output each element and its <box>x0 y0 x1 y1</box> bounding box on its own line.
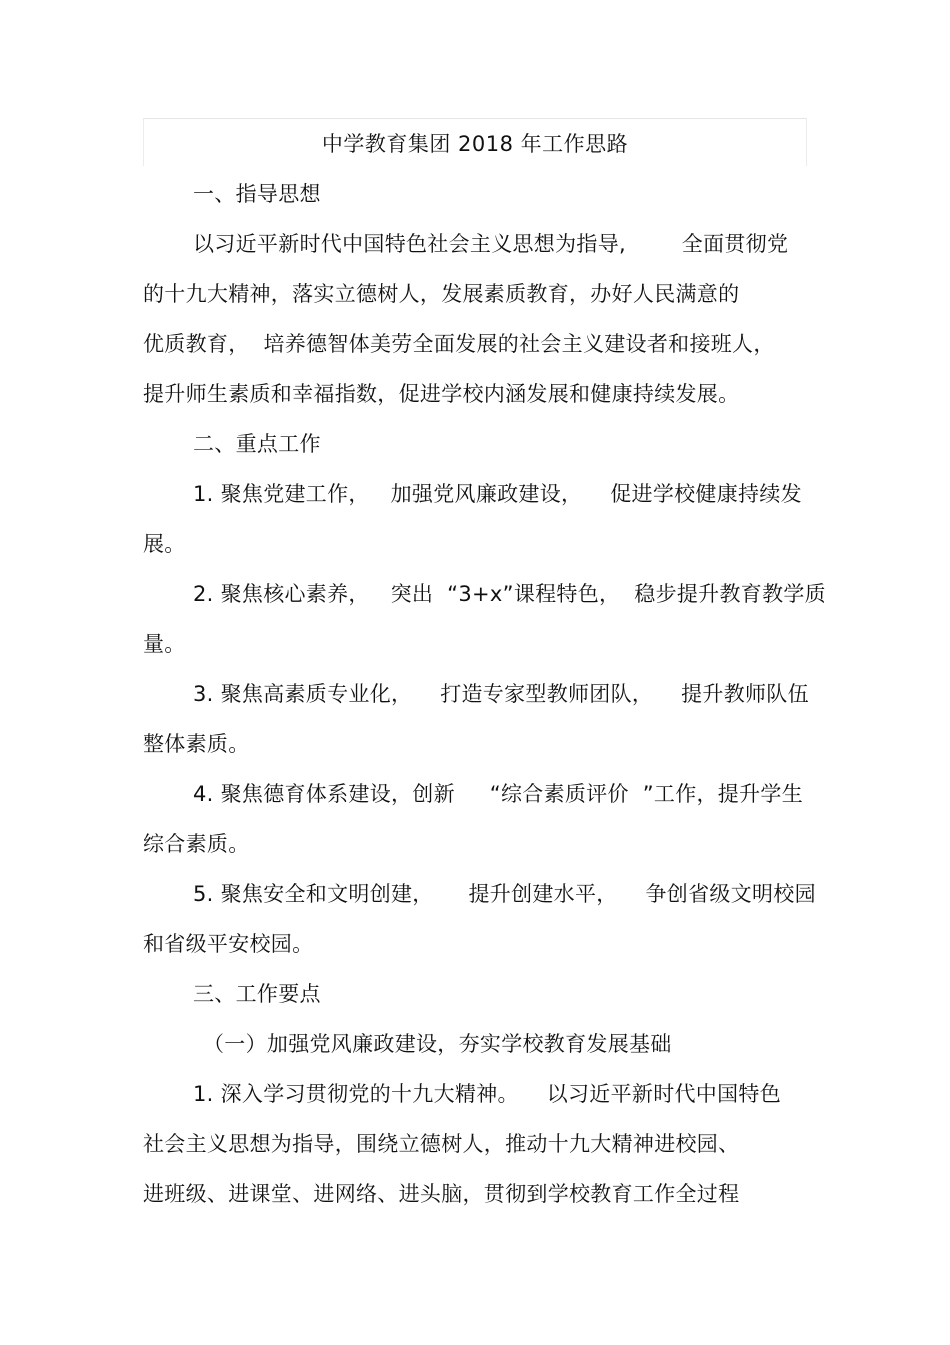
paragraph-line: 1. 深入学习贯彻党的十九大精神。 以习近平新时代中国特色 <box>193 1082 782 1106</box>
paragraph-line: 社会主义思想为指导，围绕立德树人，推动十九大精神进校园、 <box>143 1132 740 1156</box>
paragraph-line: 1. 聚焦党建工作， 加强党风廉政建设， 促进学校健康持续发 <box>193 482 802 506</box>
paragraph-line: 展。 <box>143 532 186 556</box>
subheading-party-conduct: （一）加强党风廉政建设，夯实学校教育发展基础 <box>203 1032 672 1056</box>
paragraph-line: 和省级平安校园。 <box>143 932 314 956</box>
paragraph-line: 以习近平新时代中国特色社会主义思想为指导, 全面贯彻党 <box>193 232 789 256</box>
heading-key-work: 二、重点工作 <box>193 432 321 456</box>
paragraph-line: 3. 聚焦高素质专业化， 打造专家型教师团队， 提升教师队伍 <box>193 682 809 706</box>
paragraph-line: 量。 <box>143 632 186 656</box>
paragraph-line: 优质教育， 培养德智体美劳全面发展的社会主义建设者和接班人， <box>143 332 775 356</box>
heading-guiding-thought: 一、指导思想 <box>193 182 321 206</box>
paragraph-line: 5. 聚焦安全和文明创建， 提升创建水平， 争创省级文明校园 <box>193 882 816 906</box>
heading-work-points: 三、工作要点 <box>193 982 321 1006</box>
paragraph-line: 4. 聚焦德育体系建设，创新 “综合素质评价 ”工作，提升学生 <box>193 782 803 806</box>
paragraph-line: 综合素质。 <box>143 832 250 856</box>
paragraph-line: 的十九大精神，落实立德树人，发展素质教育，办好人民满意的 <box>143 282 740 306</box>
paragraph-line: 进班级、进课堂、进网络、进头脑，贯彻到学校教育工作全过程 <box>143 1182 740 1206</box>
document-title: 中学教育集团 2018 年工作思路 <box>321 132 629 156</box>
paragraph-line: 整体素质。 <box>143 732 250 756</box>
paragraph-line: 提升师生素质和幸福指数，促进学校内涵发展和健康持续发展。 <box>143 382 740 406</box>
paragraph-line: 2. 聚焦核心素养， 突出 “3+x”课程特色， 稳步提升教育教学质 <box>193 582 826 606</box>
